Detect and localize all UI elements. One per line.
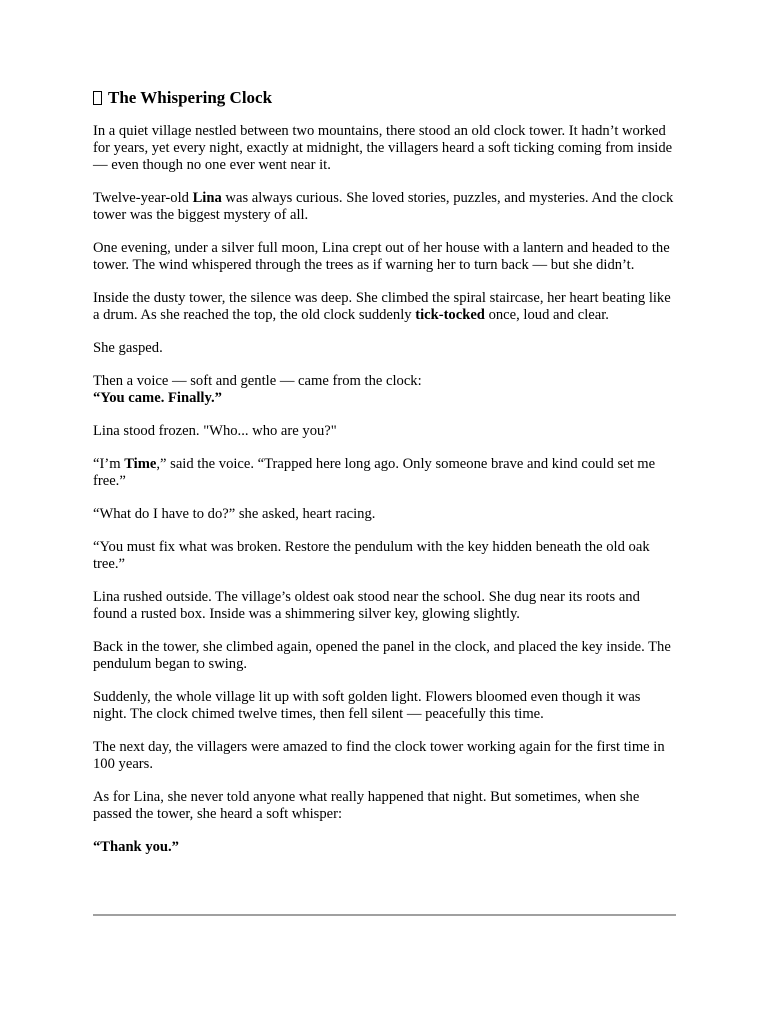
paragraph-text: “I’m	[93, 456, 125, 472]
story-body	[93, 123, 676, 856]
bold-text: “Thank you.”	[93, 839, 179, 855]
paragraph-text: once, loud and clear.	[484, 307, 609, 323]
paragraph-text: As for Lina, she never told anyone what really happened that night. But sometimes, when she passed the tower, she heard a soft whisper:	[93, 789, 640, 822]
bold-text: tick-tocked	[415, 307, 485, 323]
paragraph-text: Twelve-year-old	[93, 190, 193, 206]
missing-glyph-icon	[93, 91, 102, 105]
story-paragraph	[93, 340, 676, 357]
paragraph-text: She gasped.	[93, 340, 163, 356]
paragraph-text: Back in the tower, she climbed again, opened the panel in the clock, and placed the key inside. The pendulum began to swing.	[93, 639, 671, 672]
story-paragraph	[93, 123, 676, 174]
bold-text: Lina	[192, 190, 222, 206]
story-content	[93, 87, 676, 856]
story-paragraph	[93, 789, 676, 823]
paragraph-text: In a quiet village nestled between two mountains, there stood an old clock tower. It hadn’t worked for years, yet every night, exactly at midnight, the villagers heard a soft ticking coming from inside — even though no one ever went near it.	[93, 123, 673, 173]
story-paragraph	[93, 290, 676, 324]
story-paragraph	[93, 639, 676, 673]
story-paragraph	[93, 839, 676, 856]
story-title-text: The Whispering Clock	[108, 88, 273, 107]
paragraph-text: Then a voice — soft and gentle — came from the clock:	[93, 373, 422, 389]
paragraph-text: Lina rushed outside. The village’s oldest oak stood near the school. She dug near its roots and found a rusted box. Inside was a shimmering silver key, glowing slightly.	[93, 589, 640, 622]
story-paragraph	[93, 589, 676, 623]
story-paragraph	[93, 240, 676, 274]
story-paragraph	[93, 373, 676, 407]
paragraph-text: Lina stood frozen. "Who... who are you?"	[93, 423, 337, 439]
paragraph-text: ,” said the voice. “Trapped here long ago. Only someone brave and kind could set me free.”	[93, 456, 656, 489]
paragraph-text: The next day, the villagers were amazed to find the clock tower working again for the first time in 100 years.	[93, 739, 665, 772]
paragraph-text: Inside the dusty tower, the silence was deep. She climbed the spiral staircase, her heart beating like a drum. As she reached the top, the old clock suddenly	[93, 290, 671, 323]
paragraph-text: “You must fix what was broken. Restore the pendulum with the key hidden beneath the old oak tree.”	[93, 539, 650, 572]
story-paragraph	[93, 506, 676, 523]
story-paragraph	[93, 539, 676, 573]
story-paragraph	[93, 689, 676, 723]
horizontal-rule	[93, 914, 676, 916]
bold-text: Time	[124, 456, 157, 472]
story-paragraph	[93, 190, 676, 224]
paragraph-text: “What do I have to do?” she asked, heart racing.	[93, 506, 376, 522]
bold-text: “You came. Finally.”	[93, 390, 222, 406]
paragraph-text: was always curious. She loved stories, puzzles, and mysteries. And the clock tower was the biggest mystery of all.	[93, 190, 674, 223]
story-paragraph	[93, 456, 676, 490]
story-paragraph	[93, 739, 676, 773]
story-paragraph	[93, 423, 676, 440]
story-title	[93, 87, 676, 108]
paragraph-text: Suddenly, the whole village lit up with soft golden light. Flowers bloomed even though it was night. The clock chimed twelve times, then fell silent — peacefully this time.	[93, 689, 641, 722]
paragraph-text: One evening, under a silver full moon, Lina crept out of her house with a lantern and headed to the tower. The wind whispered through the trees as if warning her to turn back — but she didn’t.	[93, 240, 670, 273]
